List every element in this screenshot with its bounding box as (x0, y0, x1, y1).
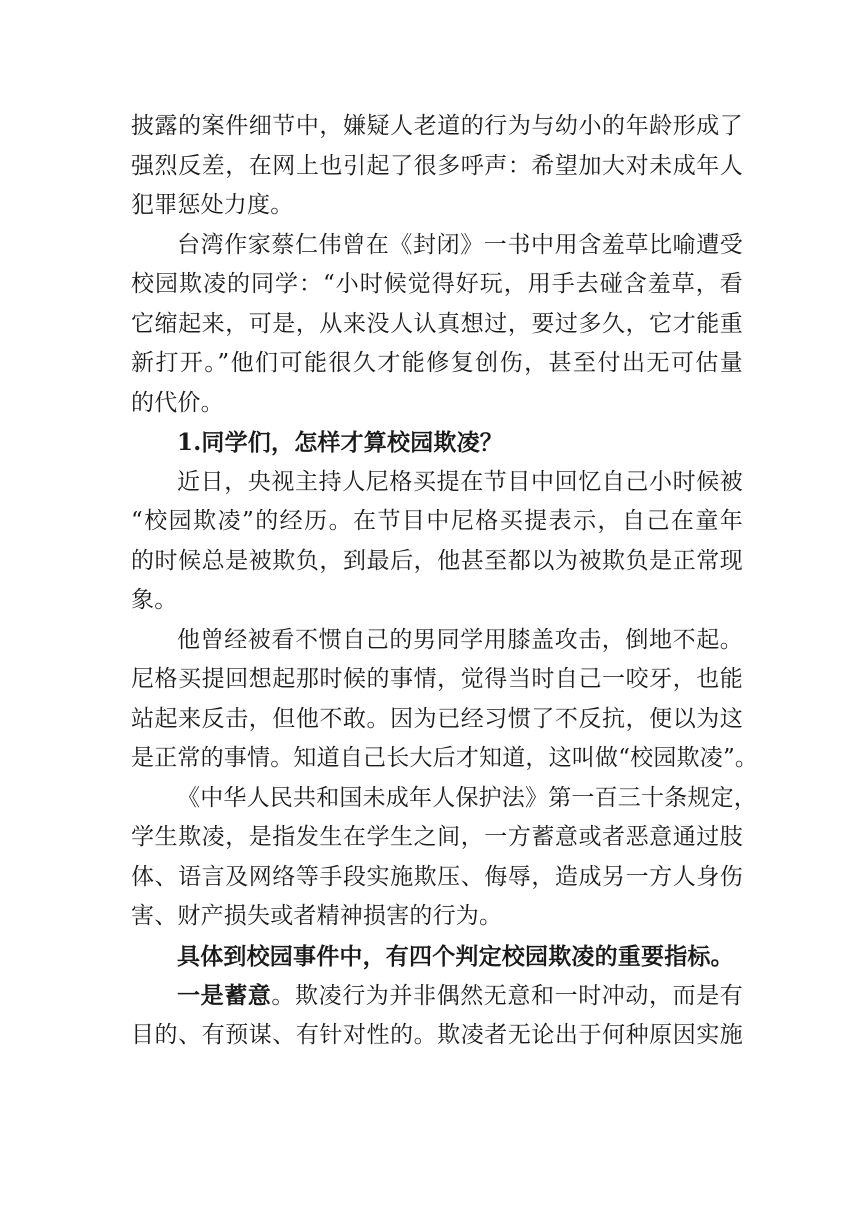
text-line: 学生欺凌，是指发生在学生之间，一方蓄意或者恶意通过肢 (131, 824, 743, 850)
lead-rest: 。欺凌行为并非偶然无意和一时冲动，而是有 (271, 983, 743, 1009)
paragraph-intent (131, 976, 743, 1055)
emphasis-lead: 一是蓄意 (177, 982, 272, 1009)
text-line: “校园欺凌”的经历。在节目中尼格买提表示，自己在童年 (131, 508, 743, 534)
text-line: 的代价。 (131, 389, 224, 416)
text-line: 它缩起来，可是，从来没人认真想过，要过多久，它才能重 (131, 310, 743, 337)
text-line: 犯罪惩处力度。 (131, 192, 294, 218)
paragraph-host-story (131, 463, 743, 621)
paragraph-law-definition (131, 779, 757, 937)
text-line: 校园欺凌的同学：“小时候觉得好玩，用手去碰含羞草，看 (131, 271, 743, 297)
text-line: 台湾作家蔡仁伟曾在《封闭》一书中用含羞草比喻遭受 (177, 231, 743, 258)
text-line: 是正常的事情。知道自己长大后才知道，这叫做“校园欺凌”。 (131, 745, 759, 771)
paragraph-case-details (131, 107, 743, 226)
text-line: 尼格买提回想起那时候的事情，觉得当时自己一咬牙，也能 (131, 666, 743, 692)
text-line (131, 976, 743, 1016)
text-line: 强烈反差，在网上也引起了很多呼声：希望加大对未成年人 (131, 152, 743, 179)
section-heading: 1.同学们，怎样才算校园欺凌？ (177, 429, 504, 456)
text-line: 新打开。”他们可能很久才能修复创伤，甚至付出无可估量 (131, 350, 743, 376)
text-line: 目的、有预谋、有针对性的。欺凌者无论出于何种原因实施 (131, 1021, 743, 1048)
document-page (131, 107, 759, 1055)
indicators-heading: 具体到校园事件中，有四个判定校园欺凌的重要指标。 (177, 942, 734, 970)
paragraph-host-memory (131, 621, 759, 779)
text-line: 害、财产损失或者精神损害的行为。 (131, 903, 503, 929)
paragraph-mimosa-quote (131, 226, 743, 424)
text-line: 《中华人民共和国未成年人保护法》第一百三十条规定， (177, 784, 757, 811)
text-line: 站起来反击，但他不敢。因为已经习惯了不反抗，便以为这 (131, 705, 743, 732)
text-line: 象。 (131, 587, 178, 613)
text-line: 近日，央视主持人尼格买提在节目中回忆自己小时候被 (177, 468, 743, 495)
text-line: 的时候总是被欺负，到最后，他甚至都以为被欺负是正常现 (131, 547, 743, 574)
text-line: 他曾经被看不惯自己的男同学用膝盖攻击，倒地不起。 (177, 626, 743, 653)
text-line: 体、语言及网络等手段实施欺压、侮辱，造成另一方人身伤 (131, 863, 743, 890)
text-line: 披露的案件细节中，嫌疑人老道的行为与幼小的年龄形成了 (131, 113, 743, 139)
